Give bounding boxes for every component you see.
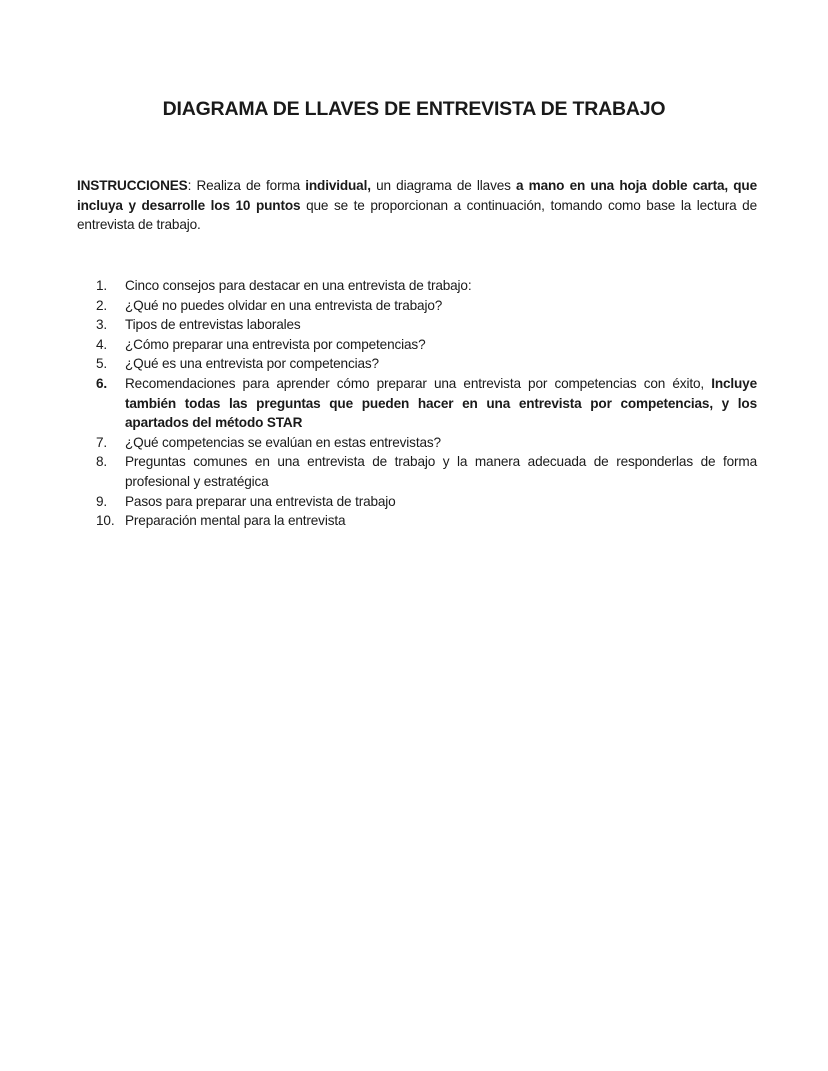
item-number: 5.	[96, 356, 108, 372]
instructions-text: un diagrama de llaves	[370, 178, 517, 193]
item-text: ¿Qué competencias se evalúan en estas entrevistas?	[125, 434, 441, 450]
item-text: Cinco consejos para destacar en una entrevista de trabajo:	[125, 278, 472, 293]
list-item	[96, 315, 757, 335]
item-text-bold: Incluye también todas las preguntas que pueden hacer en una entrevista por competencias, y los apartados del método STAR	[125, 375, 757, 431]
instructions-emphasis: a mano en una hoja doble carta, que incluya y desarrolle los 10 puntos	[77, 178, 757, 213]
list-item	[96, 511, 757, 531]
item-text: ¿Qué es una entrevista por competencias?	[125, 356, 379, 372]
item-number: 3.	[96, 317, 108, 333]
item-text: ¿Cómo preparar una entrevista por competencias?	[125, 336, 426, 352]
item-number: 4.	[96, 336, 108, 352]
item-text: ¿Qué no puedes olvidar en una entrevista de trabajo?	[125, 297, 443, 313]
list-item	[96, 452, 757, 491]
list-item	[96, 276, 757, 296]
list-item	[96, 492, 757, 512]
list-item	[96, 354, 757, 374]
item-number: 6.	[96, 375, 108, 391]
instructions-emphasis: individual,	[305, 178, 371, 193]
instructions-text: : Realiza de forma	[187, 178, 306, 193]
item-number: 2.	[96, 297, 108, 313]
item-number: 10.	[96, 513, 115, 529]
item-text: Preparación mental para la entrevista	[125, 513, 346, 529]
list-item	[96, 433, 757, 453]
item-text: Recomendaciones para aprender cómo preparar una entrevista por competencias con éxito,	[125, 375, 712, 391]
points-list	[96, 276, 757, 531]
item-text: Pasos para preparar una entrevista de trabajo	[125, 493, 396, 509]
page-title: DIAGRAMA DE LLAVES DE ENTREVISTA DE TRABAJO	[162, 98, 666, 120]
item-text: Tipos de entrevistas laborales	[125, 317, 301, 333]
list-item	[96, 374, 757, 433]
item-text-wrapper	[125, 374, 757, 433]
instructions-text: que se te proporcionan a continuación, tomando como base la lectura de entrevista de trabajo.	[77, 197, 757, 233]
instructions-label: INSTRUCCIONES	[77, 178, 188, 193]
instructions-paragraph	[77, 176, 757, 235]
item-number: 9.	[96, 493, 108, 509]
item-number: 1.	[96, 278, 108, 293]
list-item	[96, 335, 757, 355]
item-text: Preguntas comunes en una entrevista de trabajo y la manera adecuada de responderlas de forma profesional y estratégica	[125, 454, 757, 489]
item-number: 7.	[96, 434, 108, 450]
item-number: 8.	[96, 454, 108, 470]
list-item	[96, 296, 757, 316]
